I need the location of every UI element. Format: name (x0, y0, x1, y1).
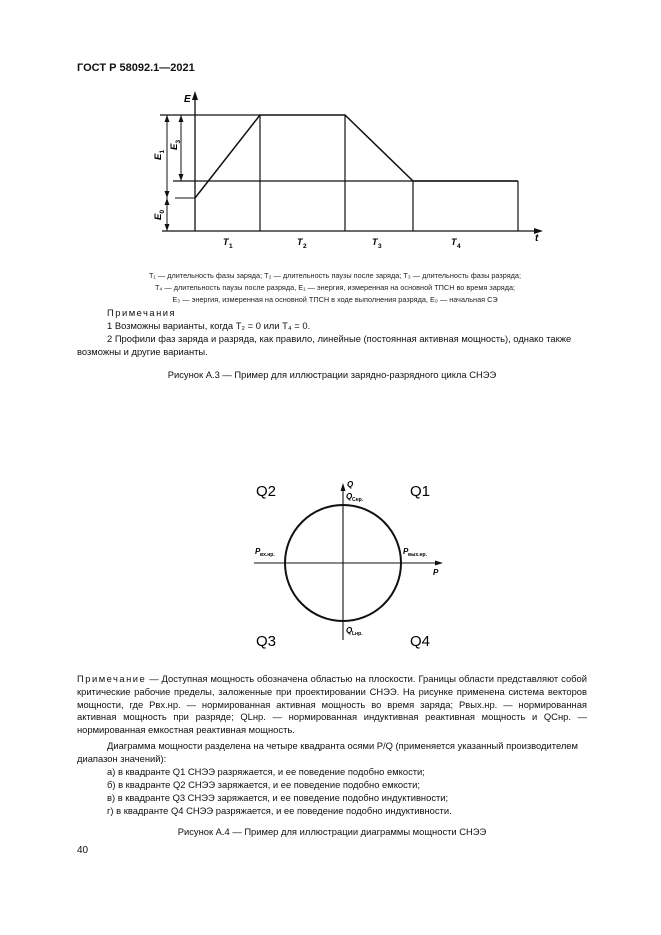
p-out-label (403, 547, 428, 558)
svg-text:Q: Q (346, 626, 353, 635)
q-axis-arrow (341, 483, 346, 491)
figure-legend (80, 270, 590, 306)
t4-label (451, 237, 461, 250)
x-axis-label: t (535, 233, 539, 244)
svg-text:E: E (153, 213, 164, 220)
svg-text:1: 1 (159, 149, 166, 154)
svg-text:1: 1 (229, 243, 233, 250)
e3-label (169, 140, 182, 151)
legend-line-2: T₄ — длительность паузы после разряда, E₁ — энергия, измеренная на основной ТПСН во время заряда; (154, 283, 516, 292)
figure-caption-a3: Рисунок А.3 — Пример для иллюстрации зарядно-разрядного цикла СНЭЭ (167, 369, 497, 380)
svg-text:Cнр.: Cнр. (352, 497, 364, 503)
svg-text:4: 4 (457, 243, 461, 250)
power-diagram-figure (240, 475, 450, 655)
t3-label (372, 237, 382, 250)
svg-text:0: 0 (159, 209, 166, 214)
quadrant-q1: Q1 (410, 483, 431, 500)
y-axis-arrow (192, 91, 198, 100)
energy-profile (195, 115, 518, 198)
t2-label (297, 237, 307, 250)
note-item-1: 1 Возможны варианты, когда T₂ = 0 или T₄ = 0. (107, 320, 311, 331)
svg-text:E: E (153, 153, 164, 160)
note-text: — Доступная мощность обозначена областью на плоскости. Границы области представляют собой критические рабочие пределы, заложенные при проектировании СНЭЭ. На рисунке применена система векторов мощности, где Pвх.нр. — нормированная активная мощность во время заряда; Pвых.нр. — нормированная активная мощность при разряде; QLнр. — нормированная индуктивная реактивная мощность и QCнр. — нормированная емкостная реактивная мощность. (77, 673, 587, 736)
y-axis-label: E (184, 94, 191, 105)
svg-text:2: 2 (303, 243, 307, 250)
p-in-label (255, 547, 275, 558)
svg-text:P: P (403, 547, 409, 556)
svg-text:T: T (297, 237, 303, 247)
division-item-d: г) в квадранте Q4 СНЭЭ разряжается, и ее поведение подобно индуктивности. (107, 805, 452, 816)
figure-caption-a4: Рисунок А.4 — Пример для иллюстрации диаграммы мощности СНЭЭ (177, 826, 487, 837)
quadrant-q4: Q4 (410, 633, 431, 650)
division-item-b: б) в квадранте Q2 СНЭЭ заряжается, и ее поведение подобно емкости; (107, 779, 420, 790)
page-number: 40 (77, 845, 89, 856)
e0-label (153, 210, 166, 221)
standard-header: ГОСТ Р 58092.1—2021 (77, 62, 195, 74)
legend-line-3: E₃ — энергия, измеренная на основной ТПСН в ходе выполнения разряда, E₀ — начальная СЭ (172, 295, 498, 304)
p-axis-label: P (433, 568, 439, 577)
legend-line-1: T₁ — длительность фазы заряда; T₂ — длительность паузы после заряда; T₃ — длительность фазы разряда; (148, 271, 522, 280)
svg-text:E: E (169, 143, 180, 150)
note-item-2: 2 Профили фаз заряда и разряда, как правило, линейные (постоянная активная мощность), однако также возможны и другие варианты. (77, 333, 572, 357)
division-item-a: а) в квадранте Q1 СНЭЭ разряжается, и ее поведение подобно емкости; (107, 766, 425, 777)
q-cap-label (346, 492, 364, 503)
svg-text:Q: Q (346, 492, 353, 501)
svg-text:вх.нр.: вх.нр. (260, 552, 275, 558)
e1-label (153, 150, 166, 161)
svg-text:3: 3 (175, 139, 182, 144)
q-axis-label: Q (347, 480, 354, 489)
svg-text:T: T (372, 237, 378, 247)
t1-label (223, 237, 233, 250)
svg-text:P: P (255, 547, 261, 556)
notes-heading: Примечания (107, 307, 177, 318)
svg-text:T: T (223, 237, 229, 247)
power-diagram-note (77, 673, 587, 737)
q-ind-label (346, 626, 363, 637)
quadrant-q2: Q2 (256, 483, 277, 500)
division-paragraph: Диаграмма мощности разделена на четыре квадранта осями P/Q (применяется указанный производителем диапазон значений): (77, 740, 578, 764)
svg-text:вых.нр.: вых.нр. (408, 552, 427, 558)
quadrant-q3: Q3 (256, 633, 277, 650)
svg-text:3: 3 (378, 243, 382, 250)
svg-text:T: T (451, 237, 457, 247)
division-item-c: в) в квадранте Q3 СНЭЭ заряжается, и ее поведение подобно индуктивности; (107, 792, 449, 803)
note-lead: Примечание (77, 673, 147, 684)
svg-text:Lнр.: Lнр. (352, 631, 363, 637)
charge-discharge-figure (140, 88, 550, 258)
p-axis-arrow (435, 561, 443, 566)
